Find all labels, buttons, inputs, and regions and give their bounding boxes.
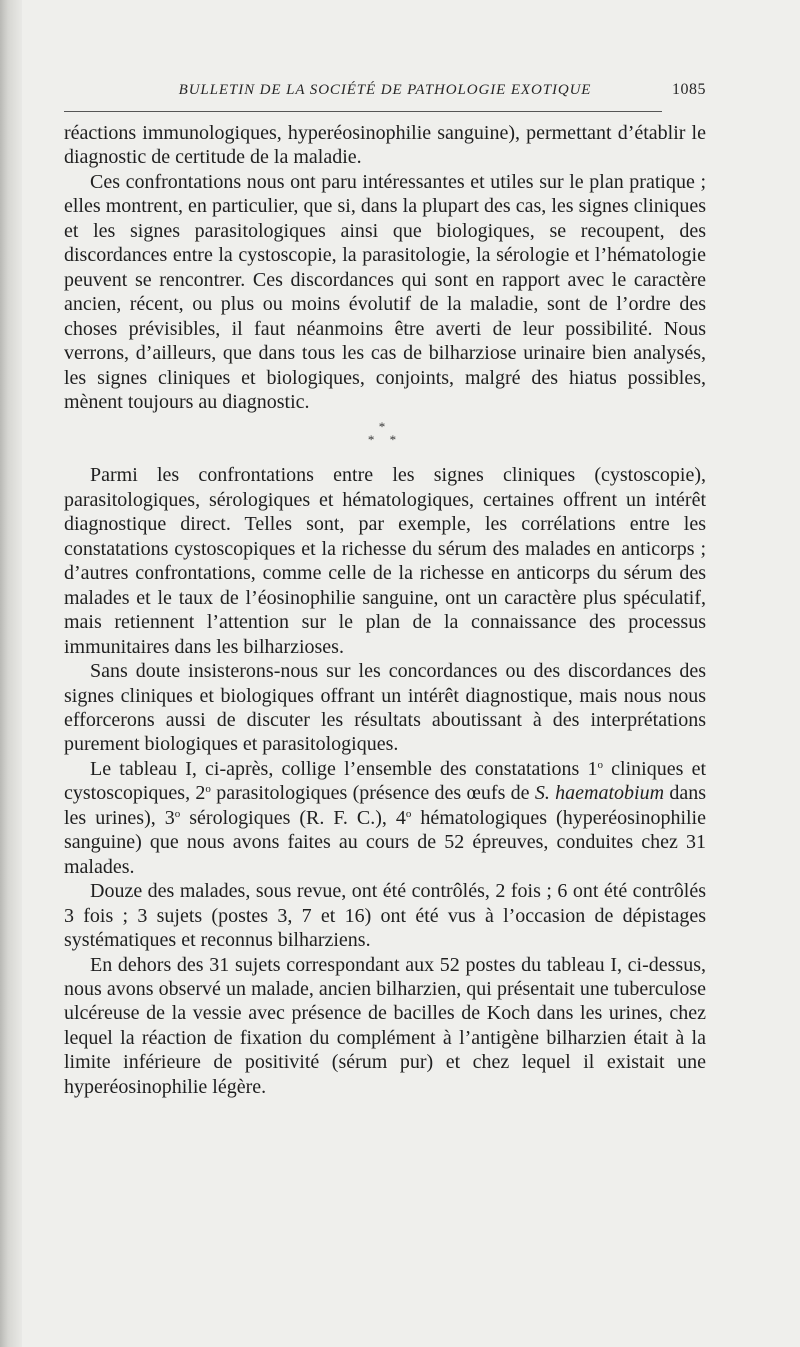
species-name: S. haematobium	[534, 782, 665, 805]
article-body	[64, 121, 706, 1099]
paragraph-5	[64, 757, 706, 879]
paragraph-1: réactions immunologiques, hyperéosinophilie sanguine), permettant d’établir le diagnostic de certitude de la maladie.	[64, 122, 706, 169]
page-header	[64, 80, 706, 110]
paragraph-4: Sans doute insisterons-nous sur les concordances ou des discordances des signes cliniques et biologiques offrant un intérêt diagnostique, mais nous nous efforcerons aussi de discuter les résultats aboutissant à des interprétations purement biologiques et parasitologiques.	[64, 660, 706, 756]
paragraph-2: Ces confrontations nous ont paru intéressantes et utiles sur le plan pratique ; elles montrent, en particulier, que si, dans la plupart des cas, les signes cliniques et les signes parasitologiques ainsi que biologiques, se recoupent, des discordances entre la cystoscopie, la parasitologie, la sérologie et l’hématologie peuvent se rencontrer. Ces discordances qui sont en rapport avec le caractère ancien, récent, ou plus ou moins évolutif de la maladie, sont de l’ordre des choses prévisibles, il faut néanmoins être averti de leur possibilité. Nous verrons, d’ailleurs, que dans tous les cas de bilharziose urinaire bien analysés, les signes cliniques et biologiques, conjoints, malgré des hiatus possibles, mènent toujours au diagnostic.	[64, 170, 706, 413]
ordinal-4: o	[405, 807, 412, 820]
asterism-bottom: * *	[367, 432, 403, 448]
ordinal-1: o	[597, 758, 603, 771]
p5-text-e: sérologiques (R. F. C.), 4	[180, 806, 406, 829]
section-asterism	[64, 414, 706, 463]
p5-text-b: cliniques et cystoscopiques, 2	[64, 757, 707, 805]
paragraph-6: Douze des malades, sous revue, ont été contrôlés, 2 fois ; 6 ont été contrôlés 3 fois ; 3 sujets (postes 3, 7 et 16) ont été vus à l’occasion de dépistages systématiques et reconnus bilharziens.	[64, 880, 706, 952]
p5-text-d: dans les urines), 3	[64, 782, 706, 829]
p5-text-a: Le tableau I, ci-après, collige l’ensemble des constatations 1	[90, 757, 598, 780]
p5-text-c: parasitologiques (présence des œufs de	[210, 782, 535, 805]
page-number: 1085	[672, 81, 706, 98]
asterism-top: *	[378, 419, 392, 435]
ordinal-2: o	[205, 783, 211, 796]
ordinal-3: o	[174, 807, 181, 820]
p5-text-f: hématologiques (hyperéosinophilie sanguine) que nous avons faites au cours de 52 épreuves, conduites chez 31 malades.	[64, 806, 706, 878]
binding-shadow	[0, 0, 22, 1347]
paragraph-3: Parmi les confrontations entre les signes cliniques (cystoscopie), parasitologiques, sérologiques et hématologiques, certaines offrent un intérêt diagnostique direct. Telles sont, par exemple, les corrélations entre les constatations cystoscopiques et la richesse du sérum des malades en anticorps ; d’autres confrontations, comme celle de la richesse en anticorps du sérum des malades et le taux de l’éosinophilie sanguine, ont un caractère plus spéculatif, mais retiennent l’attention sur le plan de la connaissance des processus immunitaires dans les bilharzioses.	[64, 464, 706, 658]
paragraph-7: En dehors des 31 sujets correspondant aux 52 postes du tableau I, ci-dessus, nous avons observé un malade, ancien bilharzien, qui présentait une tuberculose ulcéreuse de la vessie avec présence de bacilles de Koch dans les urines, chez lequel la réaction de fixation du complément à l’antigène bilharzien était à la limite inférieure de positivité (sérum pur) et chez lequel il existait une hyperéosinophilie légère.	[64, 953, 706, 1098]
running-title: BULLETIN DE LA SOCIÉTÉ DE PATHOLOGIE EXOTIQUE	[178, 82, 592, 98]
header-rule	[64, 111, 662, 112]
